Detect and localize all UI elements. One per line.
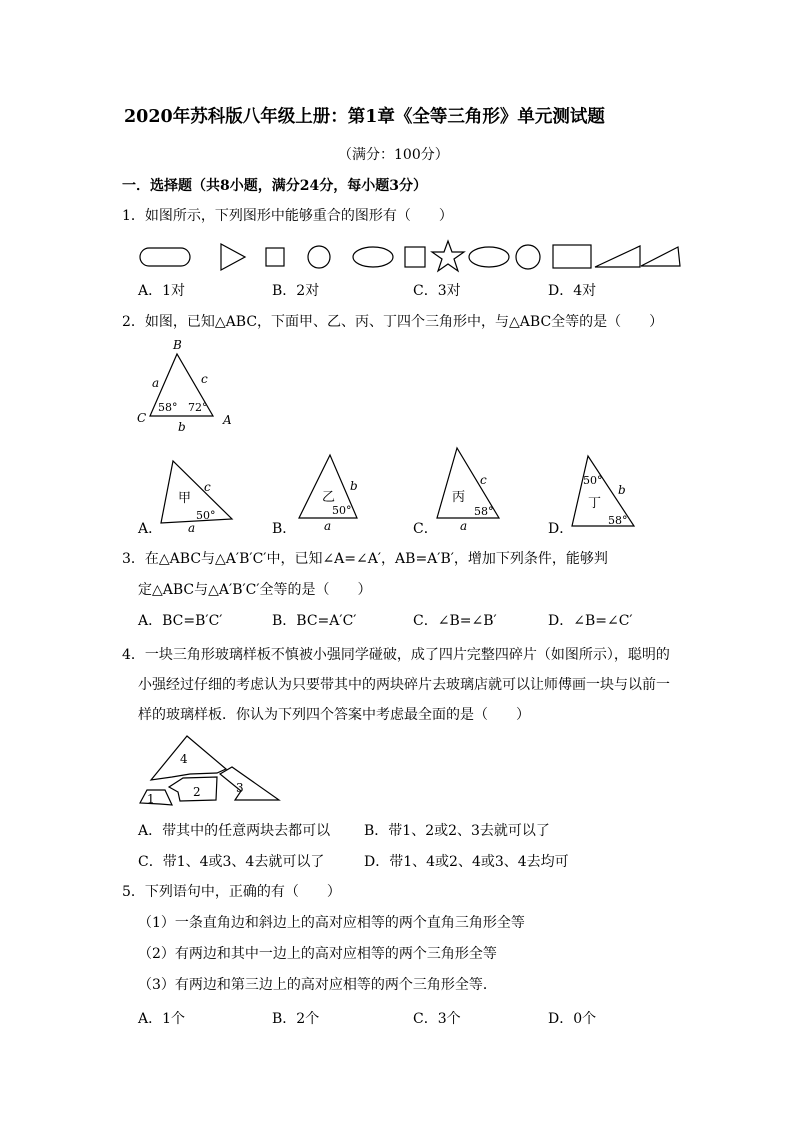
wide-ellipse-shape bbox=[469, 247, 509, 267]
figure-ding-angle-bottom: 58° bbox=[608, 514, 628, 527]
q2-figure-yi bbox=[295, 450, 375, 535]
q5-stem: 5．下列语句中，正确的有（ ） bbox=[122, 884, 341, 900]
vertex-a-label: A bbox=[223, 413, 232, 427]
page-title: 2020年苏科版八年级上册：第1章《全等三角形》单元测试题 bbox=[124, 107, 605, 127]
figure-jia-angle: 50° bbox=[196, 509, 216, 522]
q5-option-a[interactable]: A．1个 bbox=[138, 1011, 186, 1027]
ellipse-shape bbox=[353, 247, 393, 267]
side-b-label: b bbox=[178, 420, 186, 434]
figure-yi-name: 乙 bbox=[322, 490, 336, 505]
q1-option-a[interactable]: A．1对 bbox=[138, 283, 186, 299]
vertex-b-label: B bbox=[173, 338, 182, 352]
figure-ding-name: 丁 bbox=[588, 496, 602, 511]
figure-yi-angle: 50° bbox=[332, 504, 352, 517]
q4-option-b[interactable]: B．带1、2或2、3去就可以了 bbox=[364, 823, 550, 839]
q3-line2: 定△ABC与△A′B′C′全等的是（ ） bbox=[138, 582, 372, 598]
q2-option-c[interactable]: C． bbox=[413, 521, 438, 537]
q1-option-d[interactable]: D．4对 bbox=[548, 283, 597, 299]
q2-figure-ding bbox=[568, 452, 648, 542]
q1-stem: 1．如图所示，下列图形中能够重合的图形有（ ） bbox=[122, 208, 453, 224]
glass-piece-1 bbox=[140, 790, 172, 805]
q1-shapes-figure bbox=[135, 236, 685, 276]
figure-bing-side-c: c bbox=[480, 473, 487, 487]
glass-piece-3 bbox=[220, 767, 279, 800]
q5-option-b[interactable]: B．2个 bbox=[272, 1011, 320, 1027]
figure-ding-angle-top: 50° bbox=[583, 474, 603, 487]
glass-piece-4-label: 4 bbox=[180, 752, 188, 766]
square-shape bbox=[405, 247, 425, 267]
figure-bing-name: 丙 bbox=[452, 490, 466, 505]
figure-bing-side-a: a bbox=[460, 519, 468, 533]
q2-figure-jia bbox=[156, 456, 246, 536]
rectangle-shape bbox=[553, 245, 591, 268]
rounded-rect-shape bbox=[140, 248, 190, 266]
figure-ding-side-b: b bbox=[618, 483, 626, 497]
q2-option-b[interactable]: B． bbox=[272, 521, 297, 537]
q5-option-c[interactable]: C．3个 bbox=[413, 1011, 461, 1027]
q1-option-b[interactable]: B．2对 bbox=[272, 283, 320, 299]
angle-c-label: 58° bbox=[158, 401, 178, 414]
q5-item-1: （1）一条直角边和斜边上的高对应相等的两个直角三角形全等 bbox=[138, 915, 525, 931]
q3-option-d[interactable]: D．∠B=∠C′ bbox=[548, 613, 633, 629]
q4-option-c[interactable]: C．带1、4或3、4去就可以了 bbox=[138, 854, 325, 870]
glass-piece-4 bbox=[151, 736, 226, 780]
q2-option-d[interactable]: D． bbox=[548, 521, 574, 537]
side-a-label: a bbox=[152, 376, 160, 390]
q3-line1: 3．在△ABC与△A′B′C′中，已知∠A=∠A′，AB=A′B′，增加下列条件，能够判 bbox=[122, 551, 608, 567]
q4-glass-pieces-figure bbox=[134, 734, 284, 809]
q3-option-b[interactable]: B．BC=A′C′ bbox=[272, 613, 357, 629]
triangle-shape bbox=[221, 244, 245, 270]
figure-bing-angle: 58° bbox=[474, 505, 494, 518]
q2-figure-bing bbox=[432, 444, 512, 534]
q2-triangle-abc bbox=[132, 336, 252, 436]
q2-stem: 2．如图，已知△ABC，下面甲、乙、丙、丁四个三角形中，与△ABC全等的是（ ） bbox=[122, 314, 664, 330]
figure-yi-side-b: b bbox=[350, 479, 358, 493]
q4-option-a[interactable]: A．带其中的任意两块去都可以 bbox=[138, 823, 331, 839]
vertex-c-label: C bbox=[137, 411, 147, 425]
glass-piece-1-label: 1 bbox=[147, 792, 155, 806]
q4-line3: 样的玻璃样板．你认为下列四个答案中考虑最全面的是（ ） bbox=[138, 707, 530, 723]
angle-a-label: 72° bbox=[188, 401, 208, 414]
figure-jia-side-a: a bbox=[188, 521, 196, 535]
q4-option-d[interactable]: D．带1、4或2、4或3、4去均可 bbox=[364, 854, 569, 870]
circle-shape bbox=[308, 246, 330, 268]
q2-option-a[interactable]: A． bbox=[138, 521, 163, 537]
q5-item-3: （3）有两边和第三边上的高对应相等的两个三角形全等． bbox=[138, 977, 497, 993]
right-triangle-shape-2 bbox=[641, 247, 680, 266]
q5-item-2: （2）有两边和其中一边上的高对应相等的两个三角形全等 bbox=[138, 946, 497, 962]
q5-option-d[interactable]: D．0个 bbox=[548, 1011, 597, 1027]
q4-line1: 4．一块三角形玻璃样板不慎被小强同学碰破，成了四片完整四碎片（如图所示），聪明的 bbox=[122, 647, 670, 663]
figure-jia-side-c: c bbox=[204, 480, 211, 494]
right-triangle-shape bbox=[595, 246, 640, 267]
q4-line2: 小强经过仔细的考虑认为只要带其中的两块碎片去玻璃店就可以让师傅画一块与以前一 bbox=[138, 677, 670, 693]
small-square-shape bbox=[266, 248, 284, 266]
side-c-label: c bbox=[201, 372, 208, 386]
glass-piece-2-label: 2 bbox=[193, 785, 201, 799]
star-shape bbox=[432, 241, 464, 271]
page-subtitle: （满分：100分） bbox=[338, 147, 449, 163]
figure-yi-side-a: a bbox=[324, 519, 332, 533]
q1-option-c[interactable]: C．3对 bbox=[413, 283, 461, 299]
figure-jia-name: 甲 bbox=[178, 491, 192, 506]
q3-option-a[interactable]: A．BC=B′C′ bbox=[138, 613, 223, 629]
glass-piece-3-label: 3 bbox=[236, 781, 244, 795]
circle-shape-2 bbox=[516, 245, 540, 269]
section-heading: 一．选择题（共8小题，满分24分，每小题3分） bbox=[122, 178, 427, 194]
q3-option-c[interactable]: C．∠B=∠B′ bbox=[413, 613, 497, 629]
